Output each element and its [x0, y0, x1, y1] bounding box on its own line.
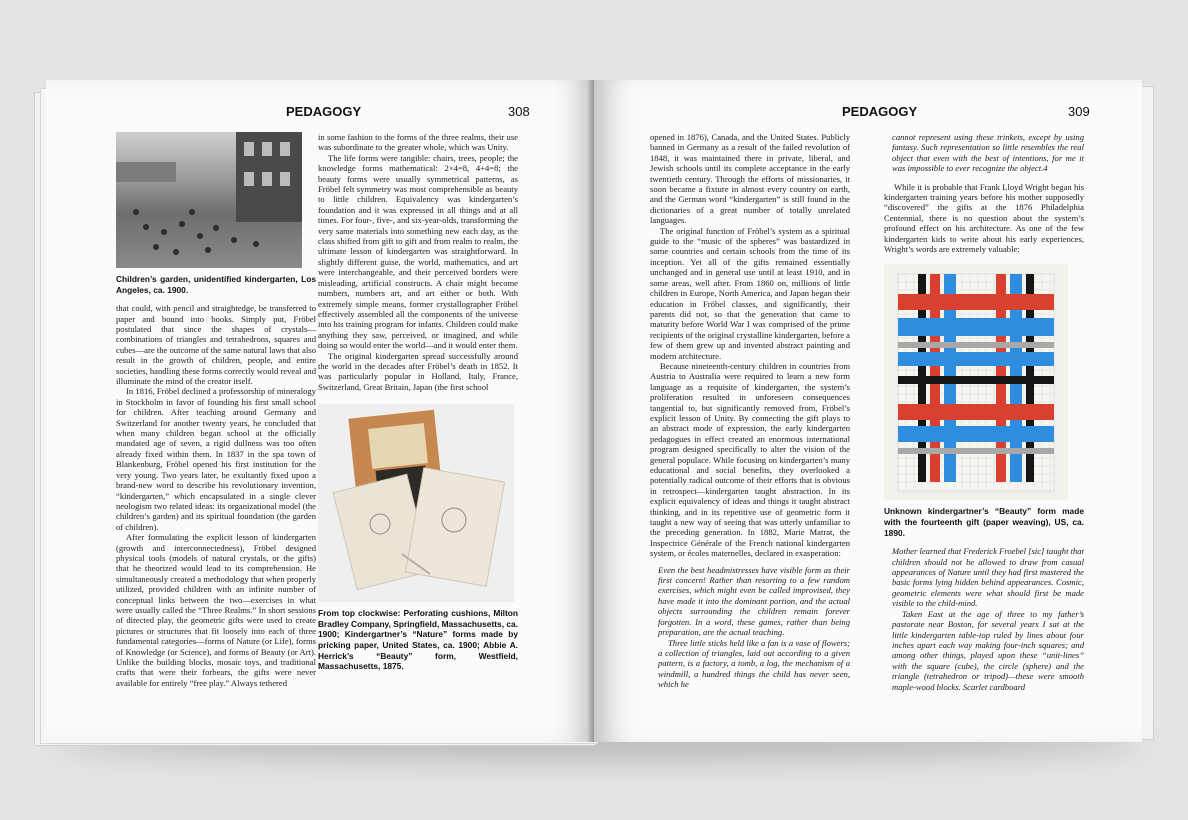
weave-strip-blue: [898, 426, 1054, 442]
left-col2-para-1: in some fashion to the forms of the three realms, their use was subordinate to the greater whole, which was Unity.: [318, 132, 518, 153]
weave-strip-blue: [898, 352, 1054, 366]
fig1-caption: Children’s garden, unidentified kindergarten, Los Angeles, ca. 1900.: [116, 274, 316, 295]
right-col1-para-3: Because nineteenth-century children in countries from Austria to Australia were required to learn a new form language as a requisite of kindergarten, the system’s proliferation resulted in unforeseen consequences tangential to, but significantly removed from, Fröbel’s explicit lesson of Unity. By connecting the gift plays to an abstract mode of expression, the early kindergarten pedagogues in effect created an enormous international program designed specifically to alter the vision of the general populace. While focusing on kindergarten’s many educational and social benefits, they overlooked a potentially radical outcome of their efforts that is obvious in retrospect—kindergarten taught abstraction. In its explicit equivalency of ideas and things it taught abstract thinking, and in its repetitive use of geometric form it taught a new way of seeing that was utterly unfamiliar to the preceding generation. In 1882, Marie Matrat, the Inspectrice Générale of the French national kindergarten system, or écoles maternelles, declared in exasperation:: [650, 360, 850, 559]
weave-strip-grey: [898, 448, 1054, 454]
fig2-caption: From top clockwise: Perforating cushions, Milton Bradley Company, Springfield, Massachusetts, ca. 1900; Kindergartner’s “Nature” forms made by pricking paper, United States, ca. 1900; Abbie A. Herrick’s “Beauty” form, Westfield, Massachusetts, 1875.: [318, 608, 518, 672]
right-col1-quote-2: Three little sticks held like a fan is a vase of flowers; a collection of triangles, laid out according to a given pattern, is a factory, a tomb, a log, the mechanism of a windmill, a hundred things the child has never seen, which he: [658, 637, 850, 690]
running-head-left: PEDAGOGY: [286, 104, 362, 119]
left-col2-para-2: The life forms were tangible: chairs, trees, people; the knowledge forms mathematical: 2×4=8, 4+4=8; the beauty forms were usually symmetrical patterns, as Fröbel felt symmetry was most comprehensible as beauty to little children. Equivalency was kindergarten’s foundation and it was expressed in all things and at all times. For four-, five-, and six-year-olds, transforming the very same materials into something new each day, as the class shifted from gift to gift and from realm to realm, the ultimate lesson of kindergarten was straightforward. In slightly different guise, the world, mathematics, and art were interchangeable, and their perceived borders were misleading, artificial constructs. A chair might become numbers, numbers art, and art either or both. With extremely simple means, former crystallographer Fröbel effectively assembled all the components of the universe into his training program for infants. Children could make anything they saw, perceived, or imagined, and while doing so would enter the world—and it would enter them.: [318, 152, 518, 351]
page-number-left: 308: [508, 104, 530, 119]
left-column-1: [116, 132, 316, 688]
right-column-1: [650, 132, 850, 690]
left-col1-para-2: In 1816, Fröbel declined a professorship of mineralogy in Stockholm in favor of founding his first small school for children. After teaching around Germany and Switzerland for another twenty years, he concluded that when many children began school at the officially mandated age of seven, a rigid dullness was too often already fixed within them. In 1837 in the spa town of Blankenburg, Fröbel opened his first institution for the very young. Two years later, he exultantly fixed upon a brand-new word to describe his revolutionary invention, “kindergarten,” which encapsulated in a single clever neologism two related ideas: its organizational model (the children’s garden) and its spiritual foundation (the garden of children).: [116, 386, 316, 532]
left-page: [46, 80, 594, 742]
weave-strip-blue: [898, 318, 1054, 336]
right-page: [594, 80, 1142, 742]
children-garden-photo: [116, 132, 302, 268]
weave-strip-grey: [898, 342, 1054, 348]
right-col2-quote-bottom-1: Mother learned that Frederick Froebel [sic] taught that children should not be allowed to draw from casual appearances of Nature until they had first mastered the basic forms lying hidden behind appearances. Cosmic, geometric elements were what should first be made visible to the child-mind.: [892, 546, 1084, 609]
weave-strip-red: [898, 294, 1054, 310]
left-col2-para-3: The original kindergarten spread successfully around the world in the decades after Fröbel’s death in 1852. It was particularly popular in Holland, Italy, France, Switzerland, Great Britain, Japan (the first school: [318, 350, 518, 392]
right-col2-quote-top: cannot represent using these trinkets, except by using fantasy. Such representation so little resembles the real object that even with the best of intentions, for me it was impossible to ever recognize the object.4: [892, 132, 1084, 174]
weave-strip-black: [898, 376, 1054, 384]
right-col2-para: While it is probable that Frank Lloyd Wright began his kindergarten training years before his mother supposedly “discovered” the gifts at the 1876 Philadelphia Centennial, there is no question about the system’s profound effect on his architecture. As one of the few kindergarten kids to write about his early experiences, Wright’s words are extremely valuable:: [884, 181, 1084, 255]
perforating-cushions-photo: [318, 404, 514, 602]
right-col1-para-1: opened in 1876), Canada, and the United States. Publicly banned in Germany as a result of the failed revolution of 1848, it was maintained there in private, liberal, and Jewish schools until its complete acceptance in the early twentieth century. Through the efforts of missionaries, it soon became a fixture in almost every country on earth, and the German word “kindergarten” is still found in the dictionaries of a great number of totally unrelated languages.: [650, 132, 850, 226]
weave-strip-red: [898, 404, 1054, 420]
right-col2-quote-bottom-2: Taken East at the age of three to my father’s pastorate near Boston, for several years I sat at the little kindergarten table-top ruled by lines about four inches apart each way making four-inch squares; and among other things, played upon these “unit-lines” with the square (cube), the circle (sphere) and the triangle (tetrahedron or tripod)—these were smooth maple-wood blocks. Scarlet cardboard: [892, 608, 1084, 692]
right-col1-para-2: The original function of Fröbel’s system as a spiritual guide to the “music of the spheres” was bastardized in some countries and certain schools from the time of its inception. Yet all of the gifts remained essentially unchanged and in general use until at least 1910, and in some areas, well after. From 1860 on, millions of little children in Europe, North America, and Japan began their education in Fröbel classes, and significantly, their parents did not, so that the generation that came to maturity before World War I was comprised of the prime recipients of the original crystalline kindergarten, before a few of them grew up and invented abstract painting and modern architecture.: [650, 225, 850, 361]
weaving-pattern: [884, 264, 1068, 500]
page-number-right: 309: [1068, 104, 1090, 119]
right-col1-quote-1: Even the best headmistresses have visible form as their first concern! Rather than resorting to a few random exercises, which might even be called improvised, they have made it into the dominant portion, and the actual objects surrounding the children remain forever forgotten. In a word, these games, rather than being preparation, are the actual teaching.: [658, 564, 850, 638]
left-col1-para-3: After formulating the explicit lesson of kindergarten (growth and interconnectedness), Fröbel designed physical tools (models of natural crystals, or the gifts) that he theorized would lead to its comprehension. He simultaneously created a methodology that when properly utilized, provided children with an infinite number of conceptual links between the two—exercises in what were usually called the “Three Realms.” In short sessions of directed play, the geometric gifts were used to create pictures or structures that fit loosely into each of three fundamental categories—forms of Nature (or Life), forms of Knowledge (or Science), and forms of Beauty (or Art). Unlike the building blocks, mosaic toys, and traditional crafts that were their forbears, the gifts were never available for entirely “free play.” Always tethered: [116, 532, 316, 688]
running-head-right: PEDAGOGY: [842, 104, 918, 119]
left-column-2: [318, 132, 518, 680]
paper-weaving-image: [884, 264, 1068, 500]
left-col1-para-1: that could, with pencil and straightedge, be transferred to paper and bound into books. Simply put, Fröbel postulated that since the shapes of crystals—combinations of triangles and tetrahedrons, squares and cubes—are the outcome of the same natural laws that also result in the growth of children, people, and entire societies, handling these forms correctly would reveal and illuminate the mind of the creator itself.: [116, 303, 316, 387]
right-column-2: [884, 132, 1084, 692]
fig3-caption: Unknown kindergartner’s “Beauty” form made with the fourteenth gift (paper weaving), US, ca. 1890.: [884, 506, 1084, 538]
